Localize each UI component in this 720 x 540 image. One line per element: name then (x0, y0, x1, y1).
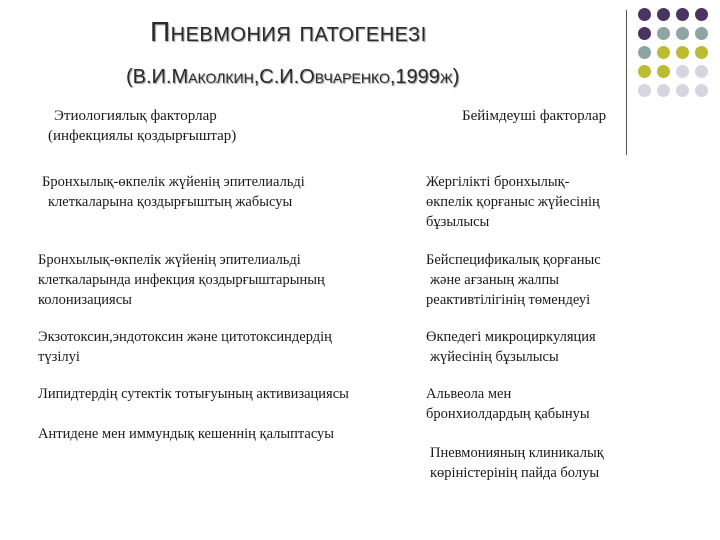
decorative-dot (657, 27, 670, 40)
left-item-1 (42, 172, 305, 212)
divider-line (626, 10, 627, 155)
decorative-dot (657, 65, 670, 78)
decorative-dot (695, 8, 708, 21)
decorative-dot (676, 65, 689, 78)
right-column-header (462, 106, 606, 126)
decorative-dot (638, 65, 651, 78)
left-item-3 (38, 327, 332, 367)
right-item-line: жүйесінің бұзылысы (430, 349, 559, 365)
decorative-dot (657, 8, 670, 21)
page-title: Пневмония патогенезі (150, 16, 427, 47)
right-item-line: Жергілікті бронхылық- (426, 174, 570, 190)
decorative-dot (695, 46, 708, 59)
right-header-line: Бейімдеуші факторлар (462, 108, 607, 124)
decorative-dot (676, 84, 689, 97)
decorative-dot (676, 8, 689, 21)
right-item-5 (430, 443, 604, 483)
decorative-dot (638, 84, 651, 97)
right-item-4 (426, 384, 590, 424)
right-item-line: көріністерінің пайда болуы (430, 465, 600, 481)
right-item-line: бұзылысы (426, 214, 490, 230)
left-item-4 (38, 384, 349, 404)
left-item-2 (38, 250, 325, 310)
right-item-line: Бейспецификалық қорғаныс (426, 252, 601, 268)
decorative-dot (657, 46, 670, 59)
decorative-dot-grid (638, 8, 718, 118)
decorative-dot (695, 84, 708, 97)
right-item-3 (426, 327, 596, 367)
right-item-line: және ағзаның жалпы (430, 272, 560, 288)
left-item-line: Бронхылық-өкпелік жүйенің эпителиальді (38, 252, 301, 268)
decorative-dot (676, 27, 689, 40)
left-item-line: Экзотоксин,эндотоксин және цитотоксиндердің (38, 329, 332, 345)
decorative-dot (638, 27, 651, 40)
decorative-dot (638, 8, 651, 21)
page-subtitle: (В.И.Маколкин,С.И.Овчаренко,1999ж) (126, 66, 460, 88)
right-item-2 (426, 250, 601, 310)
left-item-line: түзілуі (38, 349, 80, 365)
left-item-5 (38, 424, 334, 444)
decorative-dot (676, 46, 689, 59)
decorative-dot (638, 46, 651, 59)
right-item-line: өкпелік қорғаныс жүйесінің (426, 194, 600, 210)
left-item-line: колонизациясы (38, 292, 132, 308)
right-item-line: Альвеола мен (426, 386, 512, 402)
decorative-dot (695, 27, 708, 40)
left-column-header (48, 106, 236, 146)
left-header-line: (инфекциялы қоздырғыштар) (48, 128, 237, 144)
decorative-dot (695, 65, 708, 78)
left-item-line: Антидене мен иммундық кешеннің қалыптасуы (38, 426, 335, 442)
left-header-line: Этиологиялық факторлар (54, 108, 217, 124)
left-item-line: клеткаларына қоздырғыштың жабысуы (48, 194, 293, 210)
left-item-line: Бронхылық-өкпелік жүйенің эпителиальді (42, 174, 305, 190)
right-item-line: Өкпедегі микроциркуляция (426, 329, 596, 345)
decorative-dot (657, 84, 670, 97)
right-item-line: Пневмонияның клиникалық (430, 445, 604, 461)
right-item-line: реактивтілігінің төмендеуі (426, 292, 591, 308)
right-item-line: бронхиолдардың қабынуы (426, 406, 590, 422)
right-item-1 (426, 172, 600, 232)
left-item-line: Липидтердің сутектік тотығуының активизациясы (38, 386, 349, 402)
left-item-line: клеткаларында инфекция қоздырғыштарының (38, 272, 325, 288)
